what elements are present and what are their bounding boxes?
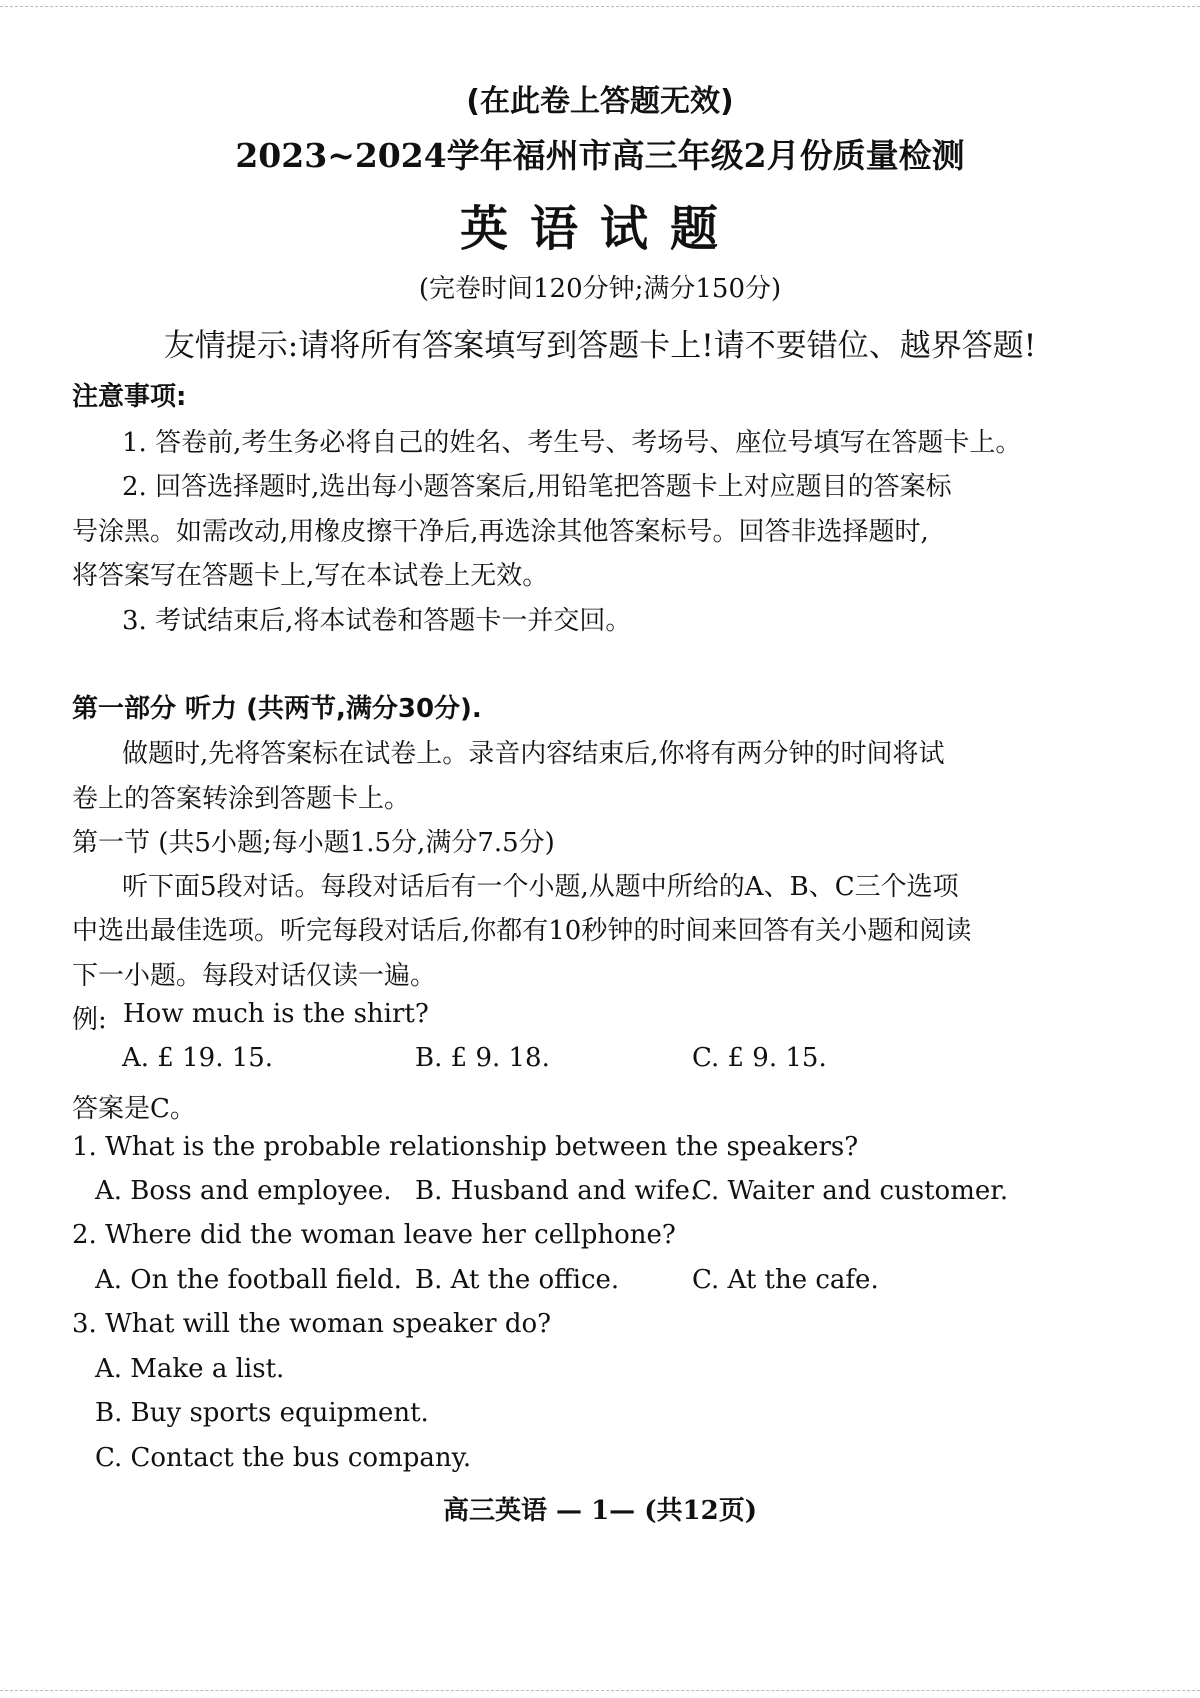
example-option-a: A. £ 19. 15.: [122, 1043, 274, 1073]
section1-line-1: 听下面5段对话。每段对话后有一个小题,从题中所给的A、B、C三个选项: [122, 872, 959, 902]
question-2-option-c: C. At the cafe.: [692, 1265, 879, 1295]
note-item-2-cont: 号涂黑。如需改动,用橡皮擦干净后,再选涂其他答案标号。回答非选择题时,: [72, 517, 929, 547]
time-info: (完卷时间120分钟;满分150分): [418, 274, 782, 304]
exam-name: 2023~2024学年福州市高三年级2月份质量检测: [235, 136, 965, 175]
example-label: 例:: [72, 1005, 107, 1035]
section1-heading: 第一节 (共5小题;每小题1.5分,满分7.5分): [72, 828, 555, 858]
section1-line-3: 下一小题。每段对话仅读一遍。: [72, 961, 437, 991]
question-3-stem: 3. What will the woman speaker do?: [72, 1309, 552, 1339]
section1-line-2: 中选出最佳选项。听完每段对话后,你都有10秒钟的时间来回答有关小题和阅读: [72, 916, 972, 946]
invalid-note: (在此卷上答题无效): [466, 84, 734, 119]
example-option-b: B. £ 9. 18.: [415, 1043, 550, 1073]
note-item-2: 2. 回答选择题时,选出每小题答案后,用铅笔把答题卡上对应题目的答案标: [122, 472, 952, 502]
question-2-option-a: A. On the football field.: [95, 1265, 402, 1295]
reminder: 友情提示:请将所有答案填写到答题卡上!请不要错位、越界答题!: [163, 328, 1037, 364]
part1-intro-2: 卷上的答案转涂到答题卡上。: [72, 784, 411, 814]
page-footer: 高三英语 — 1— (共12页): [442, 1496, 758, 1526]
question-2-stem: 2. Where did the woman leave her cellphone?: [72, 1220, 676, 1250]
bottom-edge-line: [0, 1690, 1200, 1691]
example-answer: 答案是C。: [72, 1094, 196, 1124]
example-question: How much is the shirt?: [123, 999, 429, 1029]
question-1-option-b: B. Husband and wife.: [415, 1176, 699, 1206]
question-3-option-c: C. Contact the bus company.: [95, 1443, 472, 1473]
subject-title: 英语试题: [459, 201, 740, 257]
note-item-3: 3. 考试结束后,将本试卷和答题卡一并交回。: [122, 606, 632, 636]
note-item-1: 1. 答卷前,考生务必将自己的姓名、考生号、考场号、座位号填写在答题卡上。: [122, 428, 1022, 458]
question-1-option-c: C. Waiter and customer.: [692, 1176, 1009, 1206]
question-3-option-b: B. Buy sports equipment.: [95, 1398, 429, 1428]
notes-heading: 注意事项:: [72, 382, 187, 412]
note-item-2-end: 将答案写在答题卡上,写在本试卷上无效。: [72, 561, 549, 591]
question-3-option-a: A. Make a list.: [95, 1354, 285, 1384]
part1-intro-1: 做题时,先将答案标在试卷上。录音内容结束后,你将有两分钟的时间将试: [122, 739, 945, 769]
part1-heading: 第一部分 听力 (共两节,满分30分).: [72, 694, 482, 724]
question-2-option-b: B. At the office.: [415, 1265, 620, 1295]
example-option-c: C. £ 9. 15.: [692, 1043, 827, 1073]
top-edge-line: [0, 6, 1200, 7]
question-1-option-a: A. Boss and employee.: [95, 1176, 392, 1206]
question-1-stem: 1. What is the probable relationship between the speakers?: [72, 1132, 859, 1162]
